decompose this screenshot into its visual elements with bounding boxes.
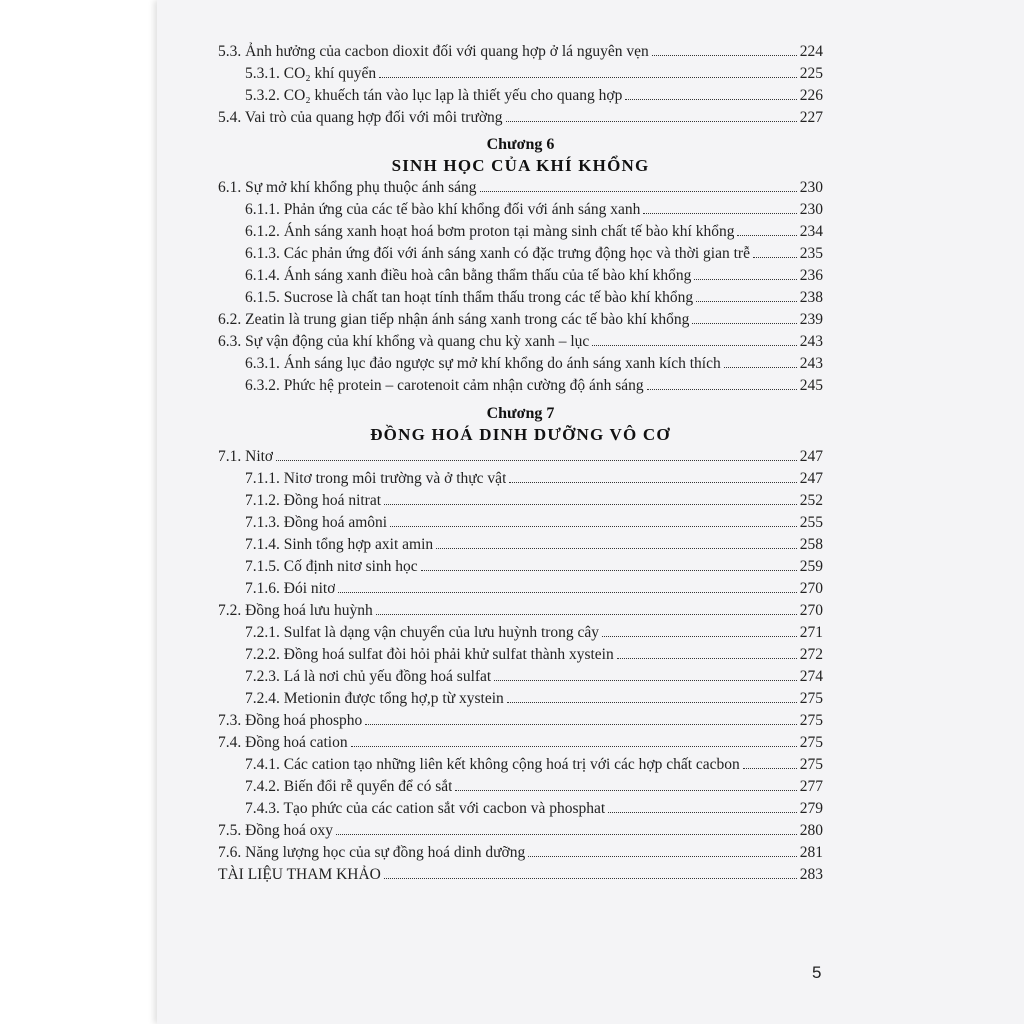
toc-entry-page: 277 <box>799 778 823 795</box>
toc-entry-page: 271 <box>799 624 823 641</box>
toc-entry-text: 7.6. Năng lượng học của sự đồng hoá dinh dưỡng <box>218 844 526 861</box>
dot-leader <box>592 345 796 346</box>
dot-leader <box>608 812 797 813</box>
toc-entry-page: 239 <box>799 311 823 328</box>
toc-entry[interactable] <box>218 177 823 199</box>
toc-entry[interactable] <box>218 63 823 85</box>
toc-entry-text: 7.1. Nitơ <box>218 448 274 465</box>
chapter-7-heading <box>218 404 823 446</box>
toc-entry[interactable] <box>218 578 823 600</box>
toc-entry[interactable] <box>218 732 823 754</box>
chapter-7-number: Chương 7 <box>486 405 555 422</box>
toc-entry[interactable] <box>218 287 823 309</box>
toc-entry[interactable] <box>218 221 823 243</box>
toc-entry[interactable] <box>218 534 823 556</box>
toc-entry-page: 236 <box>799 267 823 284</box>
toc-entry-text: 7.2.2. Đồng hoá sulfat đòi hỏi phải khử sulfat thành xystein <box>245 646 614 663</box>
toc-entry[interactable] <box>218 666 823 688</box>
toc-entry-page: 280 <box>799 822 823 839</box>
toc-section-chapter5-tail <box>218 41 823 129</box>
toc-entry-text: 5.3.2. CO₂ khuếch tán vào lục lạp là thiết yếu cho quang hợp <box>245 87 623 104</box>
toc-entry[interactable] <box>218 600 823 622</box>
toc-entry[interactable] <box>218 798 823 820</box>
toc-entry-page: 230 <box>799 179 823 196</box>
toc-entry-page: 235 <box>799 245 823 262</box>
toc-entry-text: 6.1.2. Ánh sáng xanh hoạt hoá bơm proton tại màng sinh chất tế bào khí khổng <box>245 223 735 240</box>
table-of-contents <box>218 41 823 886</box>
toc-entry-page: 270 <box>799 580 823 597</box>
toc-entry[interactable] <box>218 309 823 331</box>
dot-leader <box>351 746 797 747</box>
toc-entry-page: 281 <box>799 844 823 861</box>
toc-entry-text: 7.2. Đồng hoá lưu huỳnh <box>218 602 373 619</box>
toc-entry-page: 243 <box>799 355 823 372</box>
dot-leader <box>480 191 797 192</box>
toc-entry-text: 6.1.5. Sucrose là chất tan hoạt tính thẩm thấu trong các tế bào khí khổng <box>245 289 694 306</box>
toc-entry[interactable] <box>218 644 823 666</box>
toc-entry-page: 279 <box>799 800 823 817</box>
toc-entry-page: 275 <box>799 690 823 707</box>
toc-entry[interactable] <box>218 375 823 397</box>
toc-entry-text: 7.4.1. Các cation tạo những liên kết không cộng hoá trị với các hợp chất cacbon <box>245 756 740 773</box>
toc-entry[interactable] <box>218 710 823 732</box>
toc-entry[interactable] <box>218 446 823 468</box>
toc-entry-page: 283 <box>799 866 823 883</box>
toc-entry-text: 6.3. Sự vận động của khí khổng và quang chu kỳ xanh – lục <box>218 333 590 350</box>
dot-leader <box>421 570 797 571</box>
toc-entry[interactable] <box>218 842 823 864</box>
toc-entry-page: 247 <box>799 470 823 487</box>
toc-entry-text: 6.3.1. Ánh sáng lục đảo ngược sự mở khí khổng do ánh sáng xanh kích thích <box>245 355 721 372</box>
toc-entry-page: 270 <box>799 602 823 619</box>
dot-leader <box>338 592 796 593</box>
toc-entry-page: 225 <box>799 65 823 82</box>
dot-leader <box>276 460 797 461</box>
dot-leader <box>528 856 797 857</box>
toc-entry-page: 272 <box>799 646 823 663</box>
toc-entry-page: 226 <box>799 87 823 104</box>
toc-entry-page: 275 <box>799 734 823 751</box>
toc-entry-text: 7.1.4. Sinh tổng hợp axit amin <box>245 536 434 553</box>
toc-entry[interactable] <box>218 107 823 129</box>
dot-leader <box>652 55 797 56</box>
chapter-7-title: ĐỒNG HOÁ DINH DƯỠNG VÔ CƠ <box>370 425 671 444</box>
toc-entry-page: 247 <box>799 448 823 465</box>
toc-entry-text: 7.5. Đồng hoá oxy <box>218 822 333 839</box>
dot-leader <box>379 77 797 78</box>
toc-entry-page: 245 <box>799 377 823 394</box>
toc-entry[interactable] <box>218 243 823 265</box>
toc-entry-references[interactable] <box>218 864 823 886</box>
toc-entry-page: 274 <box>799 668 823 685</box>
page-number: 5 <box>812 963 822 982</box>
dot-leader <box>509 482 796 483</box>
toc-entry-page: 230 <box>799 201 823 218</box>
toc-entry-page: 243 <box>799 333 823 350</box>
chapter-6-heading <box>218 135 823 177</box>
toc-entry[interactable] <box>218 265 823 287</box>
toc-entry-page: 275 <box>799 712 823 729</box>
dot-leader <box>692 323 796 324</box>
toc-entry-page: 275 <box>799 756 823 773</box>
toc-entry-text: 6.1.3. Các phản ứng đối với ánh sáng xanh có đặc trưng động học và thời gian trễ <box>245 245 750 262</box>
dot-leader <box>506 121 797 122</box>
toc-entry[interactable] <box>218 754 823 776</box>
toc-section-chapter7 <box>218 446 823 864</box>
toc-entry-page: 258 <box>799 536 823 553</box>
toc-entry[interactable] <box>218 199 823 221</box>
dot-leader <box>390 526 797 527</box>
dot-leader <box>625 99 796 100</box>
toc-entry-text: 6.2. Zeatin là trung gian tiếp nhận ánh sáng xanh trong các tế bào khí khổng <box>218 311 690 328</box>
toc-section-chapter6 <box>218 177 823 397</box>
toc-entry-text: 7.1.2. Đồng hoá nitrat <box>245 492 382 509</box>
dot-leader <box>602 636 797 637</box>
dot-leader <box>737 235 796 236</box>
dot-leader <box>384 504 797 505</box>
dot-leader <box>696 301 797 302</box>
dot-leader <box>384 878 797 879</box>
toc-entry-text: 7.1.1. Nitơ trong môi trường và ở thực vật <box>245 470 507 487</box>
toc-entry[interactable] <box>218 688 823 710</box>
chapter-6-number: Chương 6 <box>486 136 555 153</box>
toc-entry[interactable] <box>218 490 823 512</box>
toc-entry-page: 252 <box>799 492 823 509</box>
toc-entry-text: TÀI LIỆU THAM KHẢO <box>218 866 381 883</box>
toc-entry[interactable] <box>218 556 823 578</box>
toc-entry[interactable] <box>218 85 823 107</box>
toc-entry-text: 7.4. Đồng hoá cation <box>218 734 348 751</box>
toc-entry-text: 6.1.4. Ánh sáng xanh điều hoà cân bằng thẩm thấu của tế bào khí khổng <box>245 267 692 284</box>
toc-entry[interactable] <box>218 820 823 842</box>
toc-entry-text: 7.4.2. Biến đổi rễ quyển để có sắt <box>245 778 453 795</box>
toc-entry-text: 5.3. Ảnh hưởng của cacbon dioxit đối với quang hợp ở lá nguyên vẹn <box>218 43 649 60</box>
toc-entry[interactable] <box>218 468 823 490</box>
toc-entry-page: 227 <box>799 109 823 126</box>
dot-leader <box>617 658 797 659</box>
toc-entry[interactable] <box>218 41 823 63</box>
toc-entry-page: 259 <box>799 558 823 575</box>
dot-leader <box>455 790 796 791</box>
toc-entry-text: 7.1.6. Đói nitơ <box>245 580 336 597</box>
toc-entry-page: 224 <box>799 43 823 60</box>
toc-entry[interactable] <box>218 776 823 798</box>
toc-entry[interactable] <box>218 353 823 375</box>
toc-entry-text: 6.3.2. Phức hệ protein – carotenoit cảm nhận cường độ ánh sáng <box>245 377 644 394</box>
dot-leader <box>643 213 796 214</box>
toc-entry-text: 7.3. Đồng hoá phospho <box>218 712 363 729</box>
dot-leader <box>494 680 797 681</box>
dot-leader <box>724 367 797 368</box>
dot-leader <box>376 614 797 615</box>
dot-leader <box>507 702 797 703</box>
dot-leader <box>436 548 797 549</box>
toc-entry[interactable] <box>218 331 823 353</box>
toc-entry[interactable] <box>218 622 823 644</box>
dot-leader <box>647 389 797 390</box>
toc-entry-text: 7.2.3. Lá là nơi chủ yếu đồng hoá sulfat <box>245 668 492 685</box>
toc-entry-text: 7.4.3. Tạo phức của các cation sắt với cacbon và phosphat <box>245 800 606 817</box>
toc-entry[interactable] <box>218 512 823 534</box>
toc-entry-text: 7.2.4. Metionin được tổng hợ,p từ xystein <box>245 690 504 707</box>
dot-leader <box>753 257 797 258</box>
toc-entry-text: 7.1.5. Cố định nitơ sinh học <box>245 558 418 575</box>
toc-entry-text: 5.4. Vai trò của quang hợp đối với môi trường <box>218 109 503 126</box>
dot-leader <box>365 724 797 725</box>
toc-entry-page: 234 <box>799 223 823 240</box>
toc-entry-text: 6.1.1. Phản ứng của các tế bào khí khổng đối với ánh sáng xanh <box>245 201 641 218</box>
toc-entry-text: 6.1. Sự mở khí khổng phụ thuộc ánh sáng <box>218 179 477 196</box>
toc-entry-text: 7.2.1. Sulfat là dạng vận chuyển của lưu huỳnh trong cây <box>245 624 600 641</box>
toc-entry-text: 5.3.1. CO₂ khí quyển <box>245 65 377 82</box>
toc-entry-text: 7.1.3. Đồng hoá amôni <box>245 514 388 531</box>
dot-leader <box>694 279 796 280</box>
toc-entry-page: 238 <box>799 289 823 306</box>
toc-entry-page: 255 <box>799 514 823 531</box>
dot-leader <box>336 834 797 835</box>
chapter-6-title: SINH HỌC CỦA KHÍ KHỔNG <box>391 156 650 175</box>
dot-leader <box>743 768 797 769</box>
